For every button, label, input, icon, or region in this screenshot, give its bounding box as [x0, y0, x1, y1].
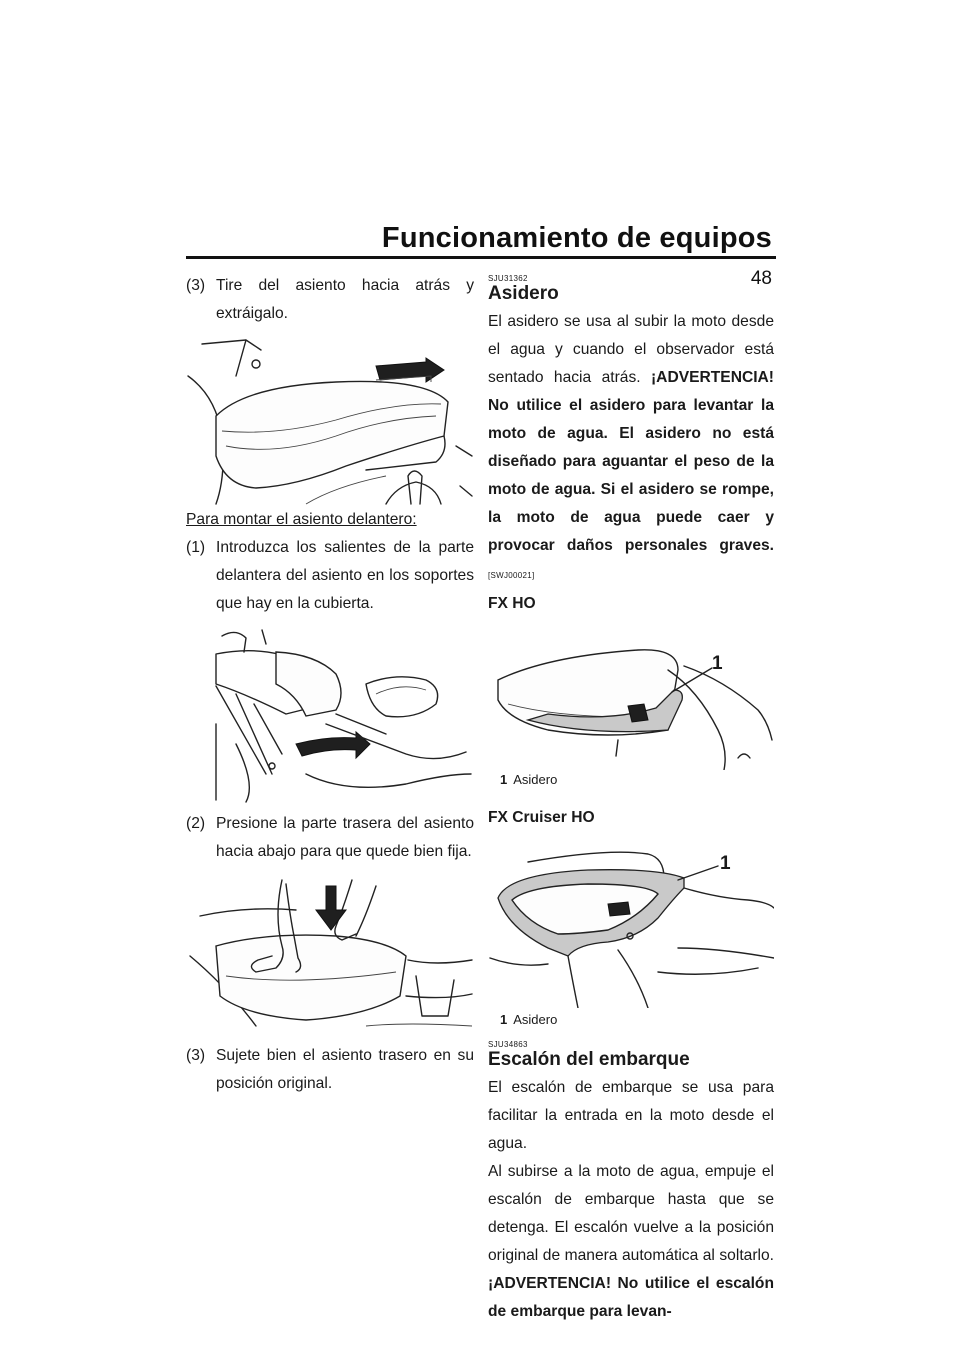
step-text: Presione la parte trasera del asiento hacia abajo para que quede bien fija. — [216, 815, 474, 860]
step-text: Introduzca los salientes de la parte delantera del asiento en los soportes que hay en la cubierta. — [216, 539, 474, 612]
section-code: SJU31362 — [488, 274, 528, 283]
seat-removal-illustration — [186, 336, 474, 506]
escalon-body — [488, 1158, 774, 1326]
header-rule — [186, 256, 776, 259]
step-insert-tabs — [186, 534, 474, 618]
caption-asidero — [500, 1012, 557, 1028]
left-column — [186, 272, 474, 1098]
model-label-fx-cruiser-ho: FX Cruiser HO — [488, 809, 595, 826]
caption-asidero — [500, 772, 557, 788]
subhead-mount-front-seat: Para montar el asiento delantero: — [186, 511, 417, 528]
caption-number: 1 — [500, 1012, 508, 1027]
step-number: (3) — [186, 1047, 206, 1064]
escalon-text-2: Al subirse a la moto de agua, empuje el escalón de embarque hasta que se detenga. El escalón vuelve a la posición original de manera automática al soltarlo. — [488, 1163, 774, 1264]
asidero-text: El asidero se usa al subir la moto desde el agua y cuando el observador está sentado hacia atrás. — [488, 313, 774, 386]
asidero-warning: ¡ADVERTENCIA! No utilice el asidero para levantar la moto de agua. El asidero no está diseñado para aguantar el peso de la moto de agua. Si el asidero se rompe, la moto de agua puede caer y provocar daños personales graves. — [488, 369, 774, 554]
section-title-escalon: Escalón del embarque — [488, 1049, 690, 1070]
grab-handle-fx-ho-illustration — [488, 630, 774, 798]
step-press-seat — [186, 810, 474, 866]
step-number: (3) — [186, 277, 206, 294]
step-secure-rear-seat — [186, 1042, 474, 1098]
escalon-text-1: El escalón de embarque se usa para facilitar la entrada en la moto desde el agua. — [488, 1079, 774, 1152]
section-title-asidero: Asidero — [488, 283, 559, 304]
warning-code: [SWJ00021] — [488, 571, 535, 580]
right-column — [488, 272, 774, 1326]
section-code: SJU34863 — [488, 1040, 528, 1049]
caption-number: 1 — [500, 772, 508, 787]
seat-press-illustration — [186, 876, 474, 1036]
caption-text: Asidero — [513, 772, 558, 787]
page-title: Funcionamiento de equipos — [381, 222, 772, 254]
step-number: (1) — [186, 539, 206, 556]
step-text: Sujete bien el asiento trasero en su posición original. — [216, 1047, 474, 1092]
page-number: 48 — [750, 268, 772, 289]
step-number: (2) — [186, 815, 206, 832]
callout-number: 1 — [720, 853, 731, 874]
model-label-fx-ho: FX HO — [488, 595, 536, 612]
asidero-body — [488, 308, 774, 590]
grab-handle-fx-cruiser-illustration — [488, 838, 774, 1036]
callout-number: 1 — [712, 653, 723, 674]
caption-text: Asidero — [513, 1012, 558, 1027]
step-pull-seat — [186, 272, 474, 328]
seat-install-illustration — [186, 624, 474, 804]
step-text: Tire del asiento hacia atrás y extráigalo. — [216, 277, 474, 322]
escalon-warning: ¡ADVERTENCIA! No utilice el escalón de embarque para levan- — [488, 1275, 774, 1320]
